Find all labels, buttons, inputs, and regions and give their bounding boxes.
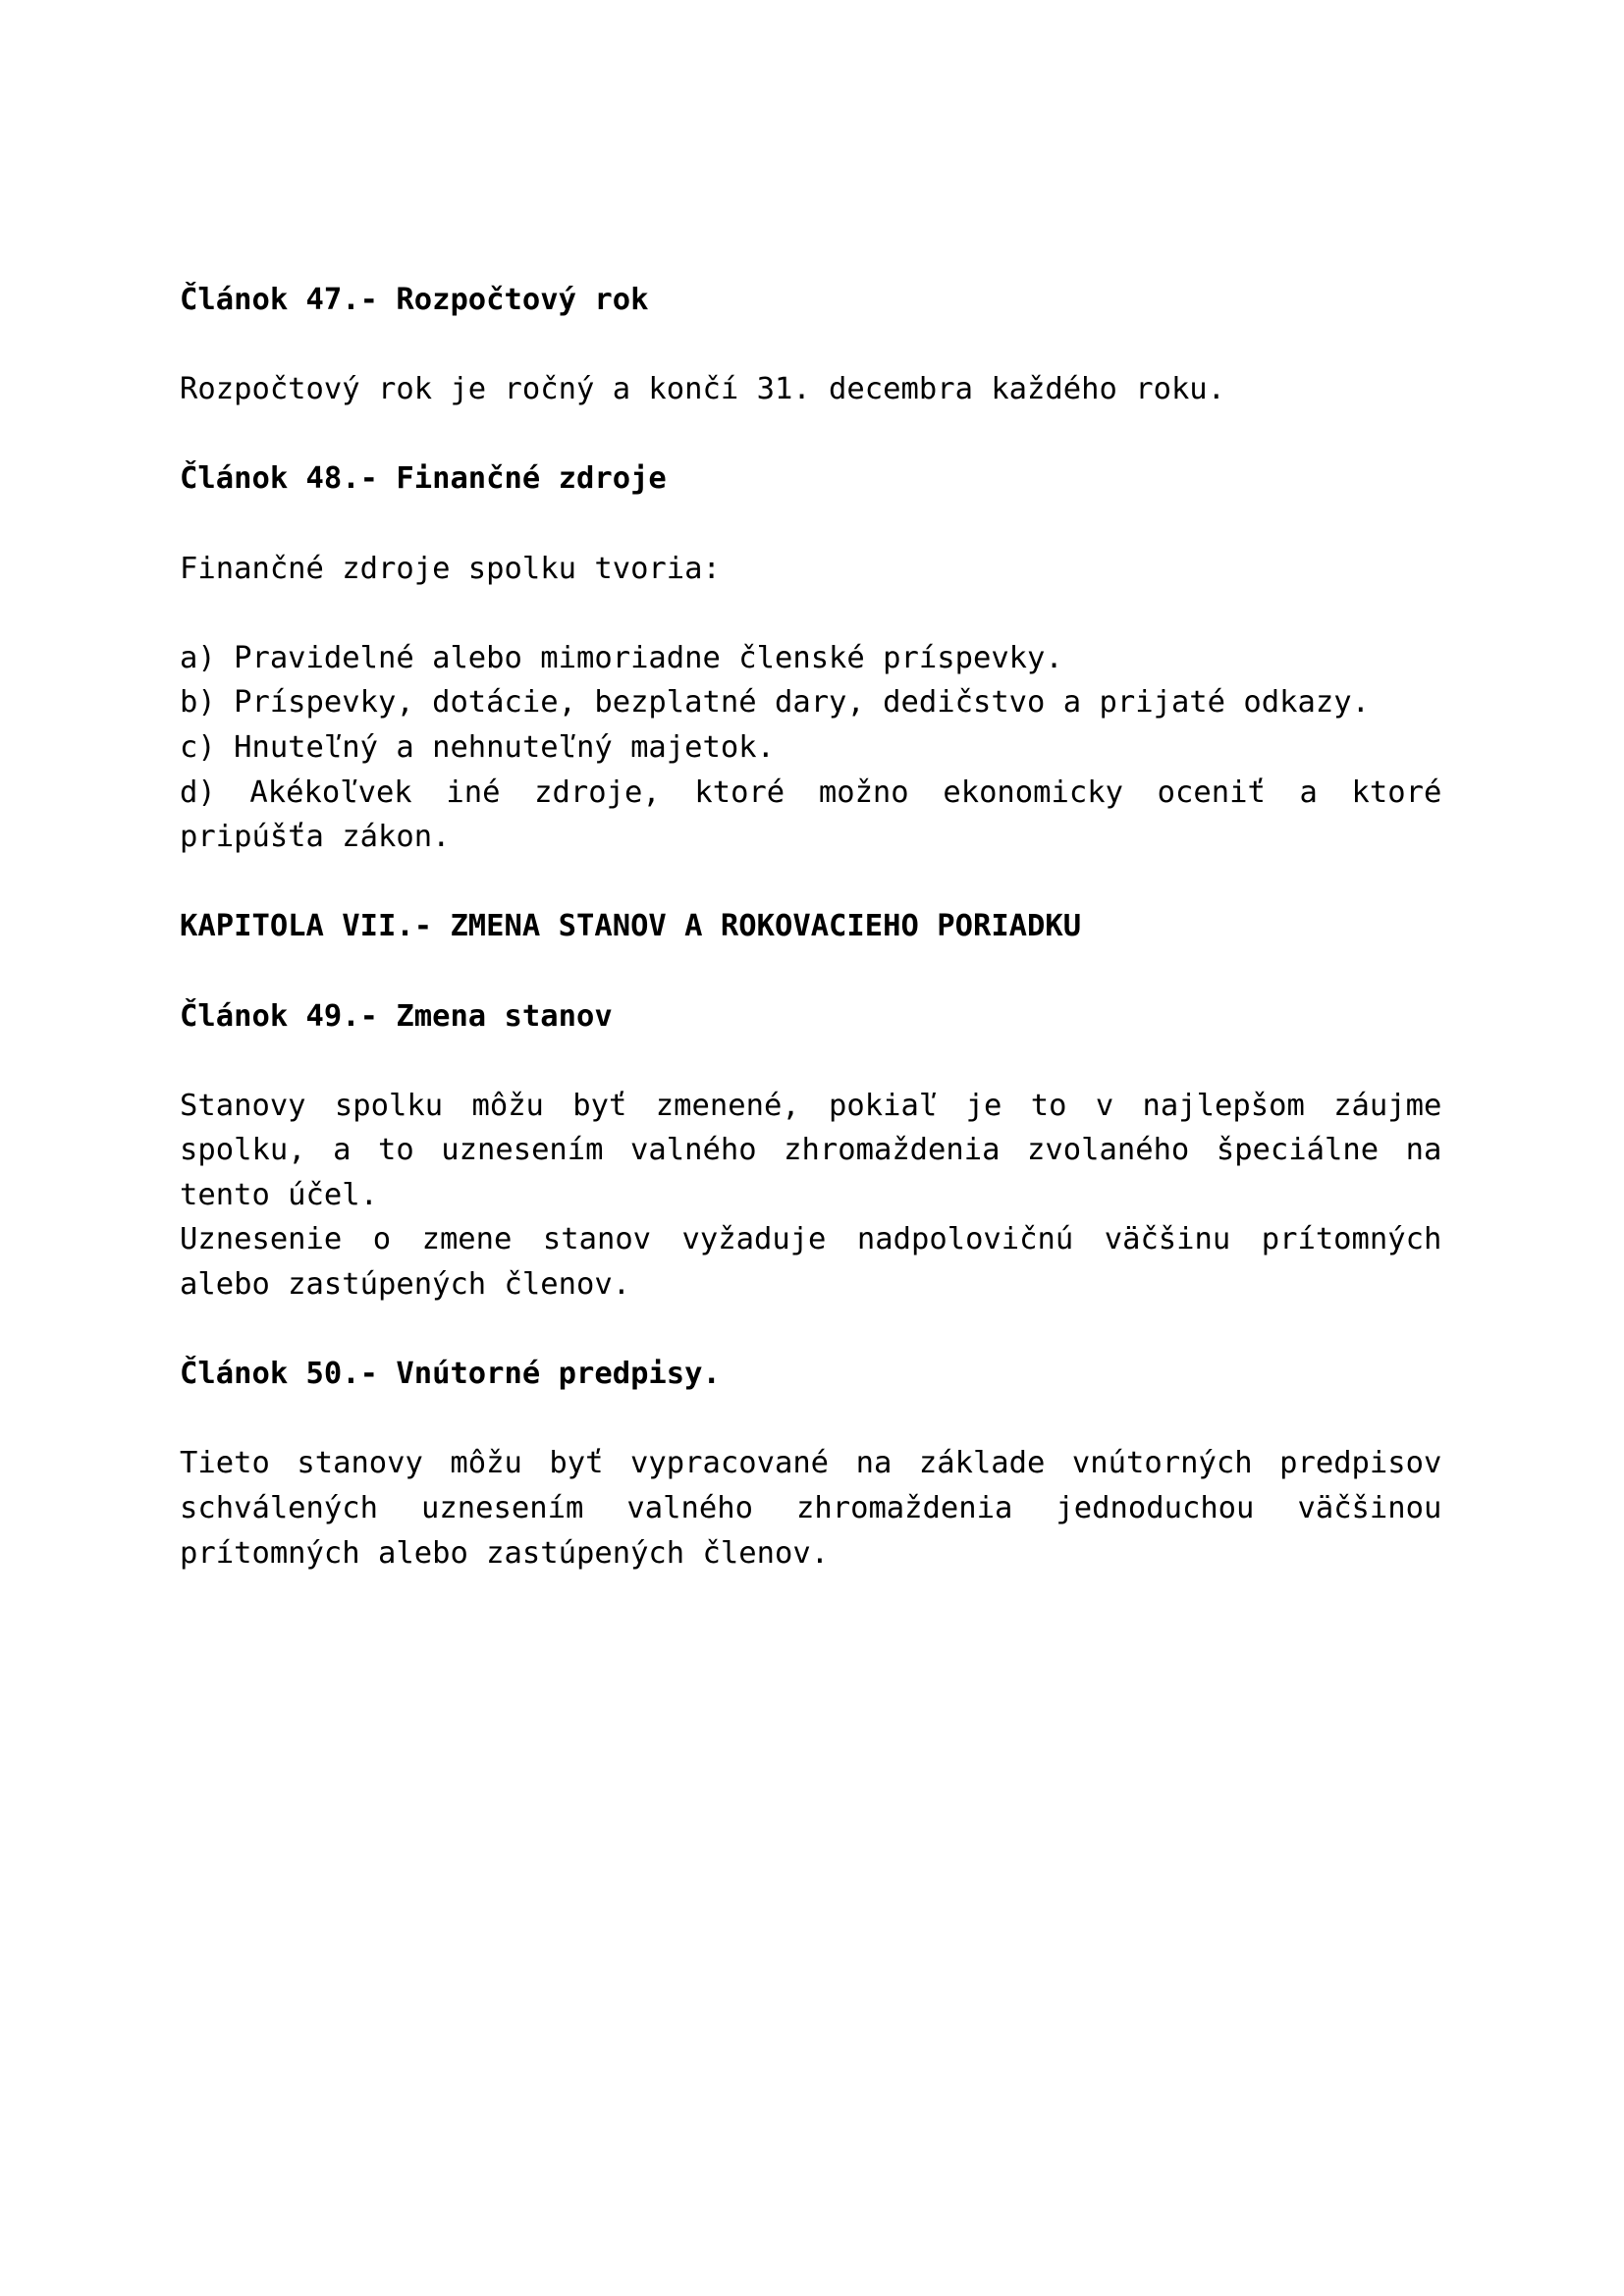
- paragraph: Rozpočtový rok je ročný a končí 31. decembra každého roku.: [180, 372, 1226, 407]
- list-item: a) Pravidelné alebo mimoriadne členské príspevky.: [180, 640, 1063, 675]
- paragraph: Uznesenie o zmene stanov vyžaduje nadpolovičnú väčšinu prítomných alebo zastúpených členov.: [180, 1222, 1442, 1303]
- list: [180, 636, 1441, 860]
- list-item: d) Akékoľvek iné zdroje, ktoré možno ekonomicky oceniť a ktoré pripúšťa zákon.: [180, 774, 1442, 855]
- paragraph: Finančné zdroje spolku tvoria:: [180, 551, 721, 586]
- list-item: c) Hnuteľný a nehnuteľný majetok.: [180, 729, 775, 765]
- article-heading: Článok 50.- Vnútorné predpisy.: [180, 1357, 721, 1392]
- document-content: [180, 278, 1441, 1575]
- paragraph-group: [180, 1084, 1441, 1308]
- paragraph: Stanovy spolku môžu byť zmenené, pokiaľ je to v najlepšom záujme spolku, a to uznesením valného zhromaždenia zvolaného špeciálne na tento účel.: [180, 1088, 1442, 1212]
- article-heading: Článok 49.- Zmena stanov: [180, 998, 613, 1034]
- article-heading: Článok 48.- Finančné zdroje: [180, 461, 667, 497]
- article-heading: KAPITOLA VII.- ZMENA STANOV A ROKOVACIEHO PORIADKU: [180, 909, 1082, 944]
- paragraph: Tieto stanovy môžu byť vypracované na základe vnútorných predpisov schválených uznesením valného zhromaždenia jednoduchou väčšinou prítomných alebo zastúpených členov.: [180, 1446, 1442, 1571]
- list-item: b) Príspevky, dotácie, bezplatné dary, dedičstvo a prijaté odkazy.: [180, 685, 1370, 721]
- article-heading: Článok 47.- Rozpočtový rok: [180, 283, 649, 317]
